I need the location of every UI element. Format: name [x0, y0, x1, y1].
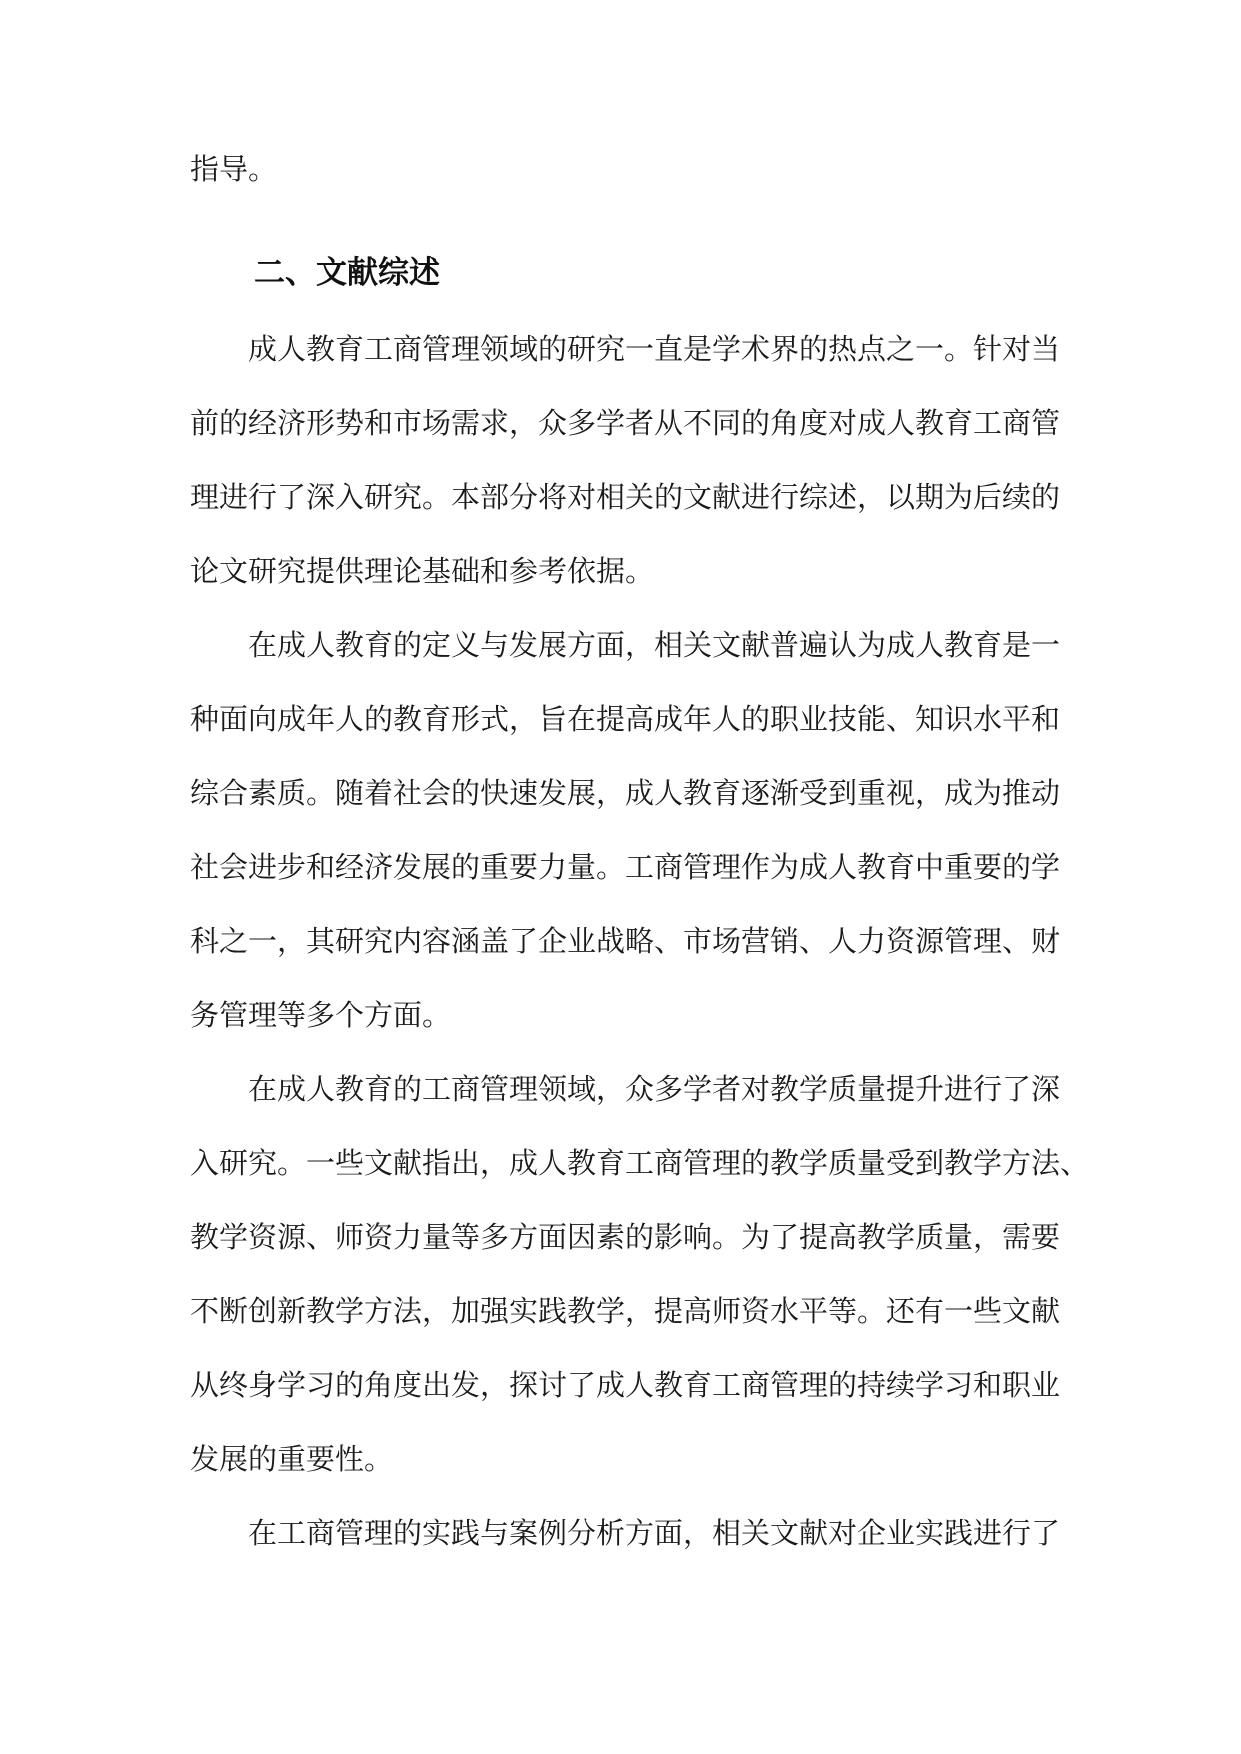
paragraph-line: 在成人教育的工商管理领域，众多学者对教学质量提升进行了深	[248, 1072, 1061, 1106]
paragraph	[190, 312, 1061, 608]
lead-line: 指导。	[190, 152, 278, 186]
paragraph-line: 务管理等多个方面。	[190, 998, 452, 1032]
paragraph-line: 综合素质。随着社会的快速发展，成人教育逐渐受到重视，成为推动	[190, 776, 1061, 810]
paragraph-line: 前的经济形势和市场需求，众多学者从不同的角度对成人教育工商管	[190, 406, 1061, 440]
paragraph-line: 种面向成年人的教育形式，旨在提高成年人的职业技能、知识水平和	[190, 702, 1061, 736]
paragraph	[190, 608, 1061, 1052]
paragraph-line: 社会进步和经济发展的重要力量。工商管理作为成人教育中重要的学	[190, 850, 1061, 884]
section-heading: 二、文献综述	[254, 255, 440, 291]
paragraph-line: 教学资源、师资力量等多方面因素的影响。为了提高教学质量，需要	[190, 1220, 1061, 1254]
paragraph	[190, 1052, 1090, 1496]
paragraph	[190, 1496, 1061, 1570]
paragraph-line: 发展的重要性。	[190, 1442, 394, 1476]
paragraph-line: 在工商管理的实践与案例分析方面，相关文献对企业实践进行了	[248, 1516, 1061, 1550]
paragraph-line: 成人教育工商管理领域的研究一直是学术界的热点之一。针对当	[248, 332, 1061, 366]
paragraph-line: 从终身学习的角度出发，探讨了成人教育工商管理的持续学习和职业	[190, 1368, 1061, 1402]
paragraph-line: 科之一，其研究内容涵盖了企业战略、市场营销、人力资源管理、财	[190, 924, 1061, 958]
paragraph-line: 理进行了深入研究。本部分将对相关的文献进行综述，以期为后续的	[190, 480, 1061, 514]
paragraph-line: 不断创新教学方法，加强实践教学，提高师资水平等。还有一些文献	[190, 1294, 1061, 1328]
document-body	[190, 132, 1090, 1570]
paragraph-line: 入研究。一些文献指出，成人教育工商管理的教学质量受到教学方法、	[190, 1146, 1090, 1180]
paragraph-line: 论文研究提供理论基础和参考依据。	[190, 554, 655, 588]
paragraph-line: 在成人教育的定义与发展方面，相关文献普遍认为成人教育是一	[248, 628, 1061, 662]
